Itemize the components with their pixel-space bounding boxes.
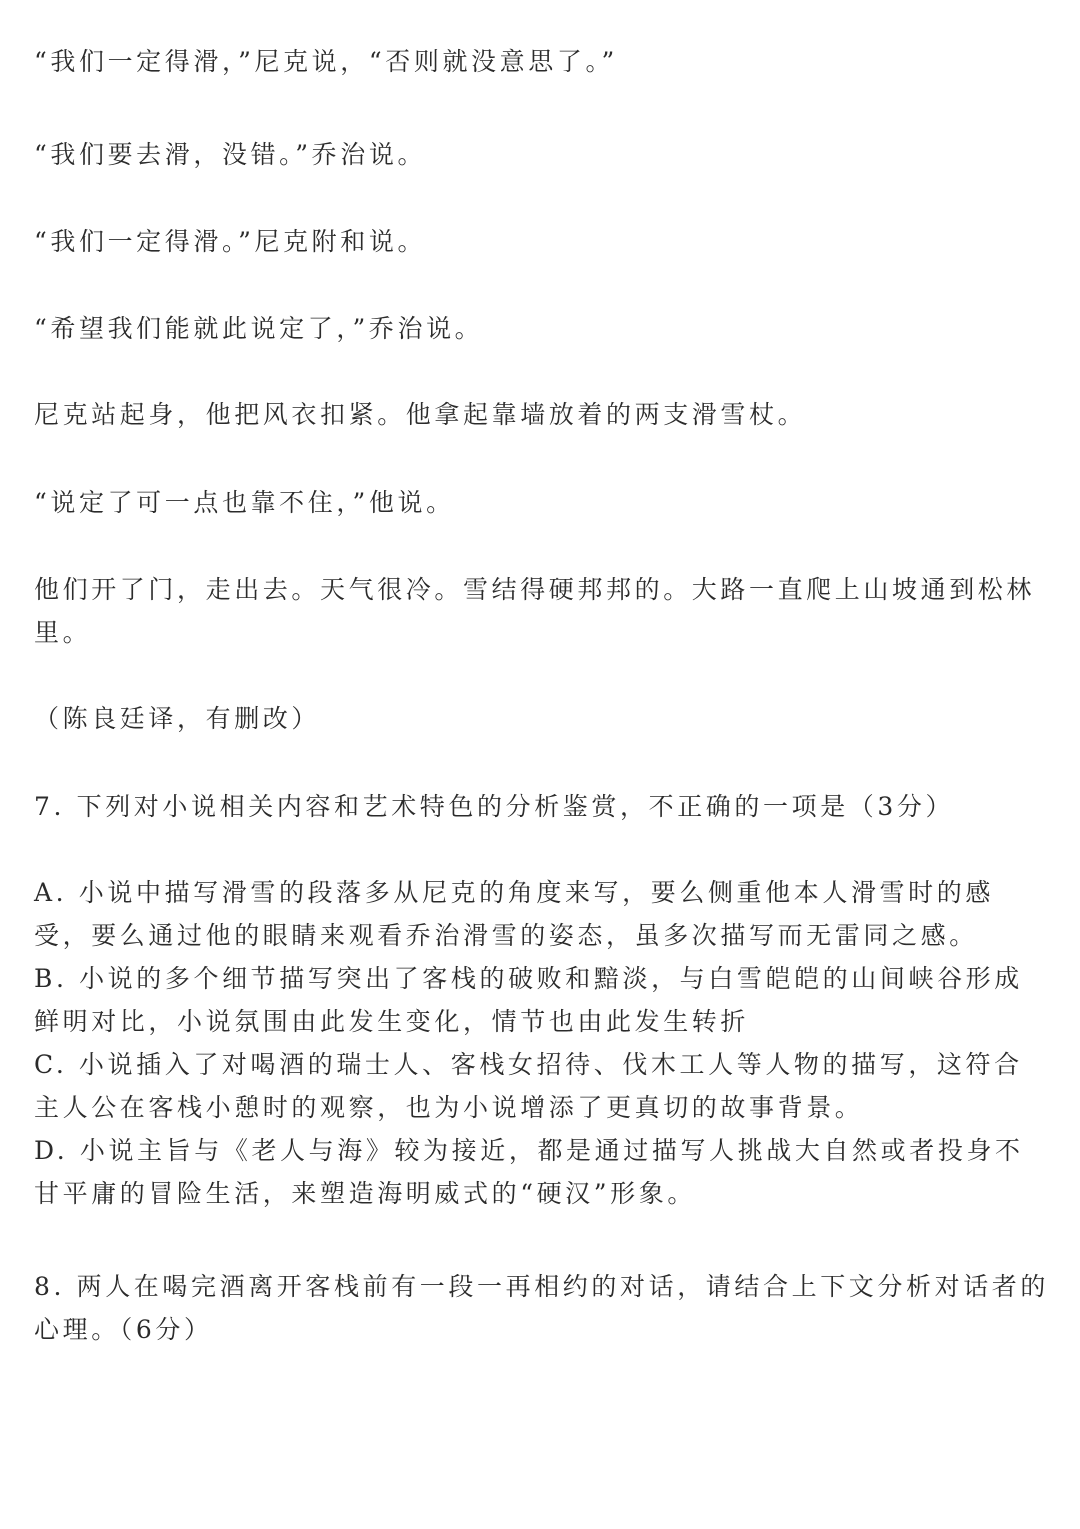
passage-source-note: （陈良廷译，有删改） <box>34 704 321 733</box>
passage-paragraph-3: “我们一定得滑。”尼克附和说。 <box>34 227 427 256</box>
passage-paragraph-1: “我们一定得滑，”尼克说，“否则就没意思了。” <box>34 47 618 76</box>
passage-paragraph-4: “希望我们能就此说定了，”乔治说。 <box>34 314 484 343</box>
question-7-option-d: D. 小说主旨与《老人与海》较为接近，都是通过描写人挑战大自然或者投身不甘平庸的冒险生活，来塑造海明威式的“硬汉”形象。 <box>34 1136 1024 1208</box>
question-7-option-a: A. 小说中描写滑雪的段落多从尼克的角度来写，要么侧重他本人滑雪时的感受，要么通过他的眼睛来观看乔治滑雪的姿态，虽多次描写而无雷同之感。 <box>34 878 994 950</box>
question-7-option-c: C. 小说插入了对喝酒的瑞士人、客栈女招待、伐木工人等人物的描写，这符合主人公在客栈小憩时的观察，也为小说增添了更真切的故事背景。 <box>34 1050 1023 1122</box>
passage-paragraph-7: 他们开了门，走出去。天气很冷。雪结得硬邦邦的。大路一直爬上山坡通到松林里。 <box>34 575 1036 647</box>
passage-paragraph-6: “说定了可一点也靠不住，”他说。 <box>34 488 455 517</box>
question-8-stem: 8. 两人在喝完酒离开客栈前有一段一再相约的对话，请结合上下文分析对话者的心理。（6分） <box>34 1272 1050 1344</box>
passage-paragraph-2: “我们要去滑，没错。”乔治说。 <box>34 140 427 169</box>
question-7-option-b: B. 小说的多个细节描写突出了客栈的破败和黯淡，与白雪皑皑的山间峡谷形成鲜明对比，小说氛围由此发生变化，情节也由此发生转折 <box>34 964 1023 1036</box>
question-7-stem: 7. 下列对小说相关内容和艺术特色的分析鉴赏，不正确的一项是（3分） <box>34 792 955 821</box>
passage-paragraph-5: 尼克站起身，他把风衣扣紧。他拿起靠墙放着的两支滑雪杖。 <box>34 400 807 429</box>
